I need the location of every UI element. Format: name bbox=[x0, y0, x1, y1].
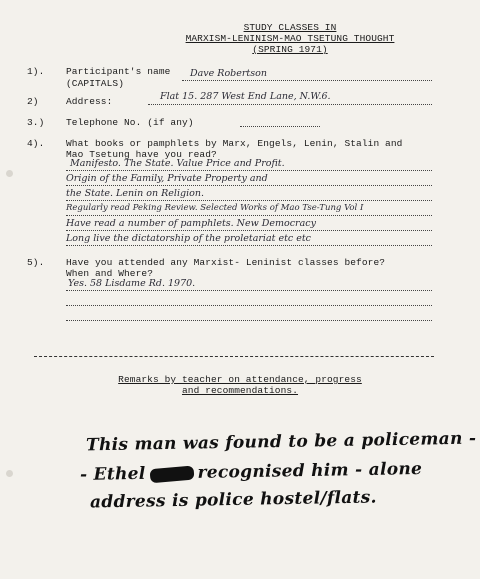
remarks-line-1: Remarks by teacher on attendance, progress bbox=[118, 374, 362, 385]
q5-rule-1 bbox=[66, 290, 432, 291]
q5-rule-2 bbox=[66, 305, 432, 306]
note-line-2 bbox=[80, 459, 422, 485]
q2-label: Address: bbox=[66, 96, 113, 107]
q4-answer-line-3: the State. Lenin on Religion. bbox=[66, 188, 204, 199]
q5-number: 5). bbox=[27, 257, 45, 268]
note-line-3: address is police hostel/flats. bbox=[89, 487, 377, 513]
header-line-1: STUDY CLASSES IN bbox=[243, 22, 337, 33]
q4-rule-2 bbox=[66, 185, 432, 186]
q4-rule-3 bbox=[66, 200, 432, 201]
q4-answer-line-6: Long live the dictatorship of the proletariat etc etc bbox=[66, 233, 311, 244]
note-line-2-start: - Ethel bbox=[79, 463, 146, 485]
punch-hole bbox=[6, 170, 13, 177]
q2-answer-line bbox=[148, 104, 432, 105]
q1-label: Participant's name bbox=[66, 66, 171, 77]
q4-rule-4 bbox=[66, 215, 432, 216]
q4-answer-line-5: Have read a number of pamphlets. New Democracy bbox=[66, 218, 316, 229]
punch-hole bbox=[6, 470, 13, 477]
q5-label-sub: When and Where? bbox=[66, 268, 154, 279]
section-divider bbox=[34, 356, 434, 357]
header-line-3: (SPRING 1971) bbox=[252, 44, 328, 55]
q4-answer-line-1: Manifesto. The State. Value Price and Profit. bbox=[70, 158, 285, 169]
q1-answer-line bbox=[182, 80, 432, 81]
q4-rule-1 bbox=[66, 170, 432, 171]
header-line-2: MARXISM-LENINISM-MAO TSETUNG THOUGHT bbox=[185, 33, 395, 44]
q5-rule-3 bbox=[66, 320, 432, 321]
q3-label: Telephone No. (if any) bbox=[66, 117, 194, 128]
q4-rule-5 bbox=[66, 230, 432, 231]
q4-label-sub: Mao Tsetung have you read? bbox=[66, 149, 217, 160]
q4-answer-line-2: Origin of the Family, Private Property and bbox=[66, 173, 268, 184]
q4-number: 4). bbox=[27, 138, 45, 149]
remarks-heading bbox=[80, 374, 400, 385]
q4-answer-line-4: Regularly read Peking Review. Selected Works of Mao Tse-Tung Vol I bbox=[66, 203, 364, 213]
q1-label-sub: (CAPITALS) bbox=[66, 78, 125, 89]
q2-number: 2) bbox=[27, 96, 39, 107]
q3-answer-line bbox=[240, 126, 320, 127]
note-line-2-end: recognised him - alone bbox=[197, 459, 423, 483]
q4-label: What books or pamphlets by Marx, Engels, Lenin, Stalin and bbox=[66, 138, 403, 149]
q5-answer: Yes. 58 Lisdame Rd. 1970. bbox=[68, 278, 196, 289]
redaction-mark bbox=[149, 465, 194, 483]
remarks-line-2: and recommendations. bbox=[181, 385, 299, 396]
q3-number: 3.) bbox=[27, 117, 45, 128]
remarks-heading-sub bbox=[80, 385, 400, 396]
note-line-1: This man was found to be a policeman - bbox=[85, 428, 477, 456]
q1-number: 1). bbox=[27, 66, 45, 77]
q4-rule-6 bbox=[66, 245, 432, 246]
q1-answer: Dave Robertson bbox=[190, 68, 267, 79]
q5-label: Have you attended any Marxist- Leninist classes before? bbox=[66, 257, 386, 268]
q2-answer: Flat 15. 287 West End Lane, N.W.6. bbox=[160, 91, 331, 102]
